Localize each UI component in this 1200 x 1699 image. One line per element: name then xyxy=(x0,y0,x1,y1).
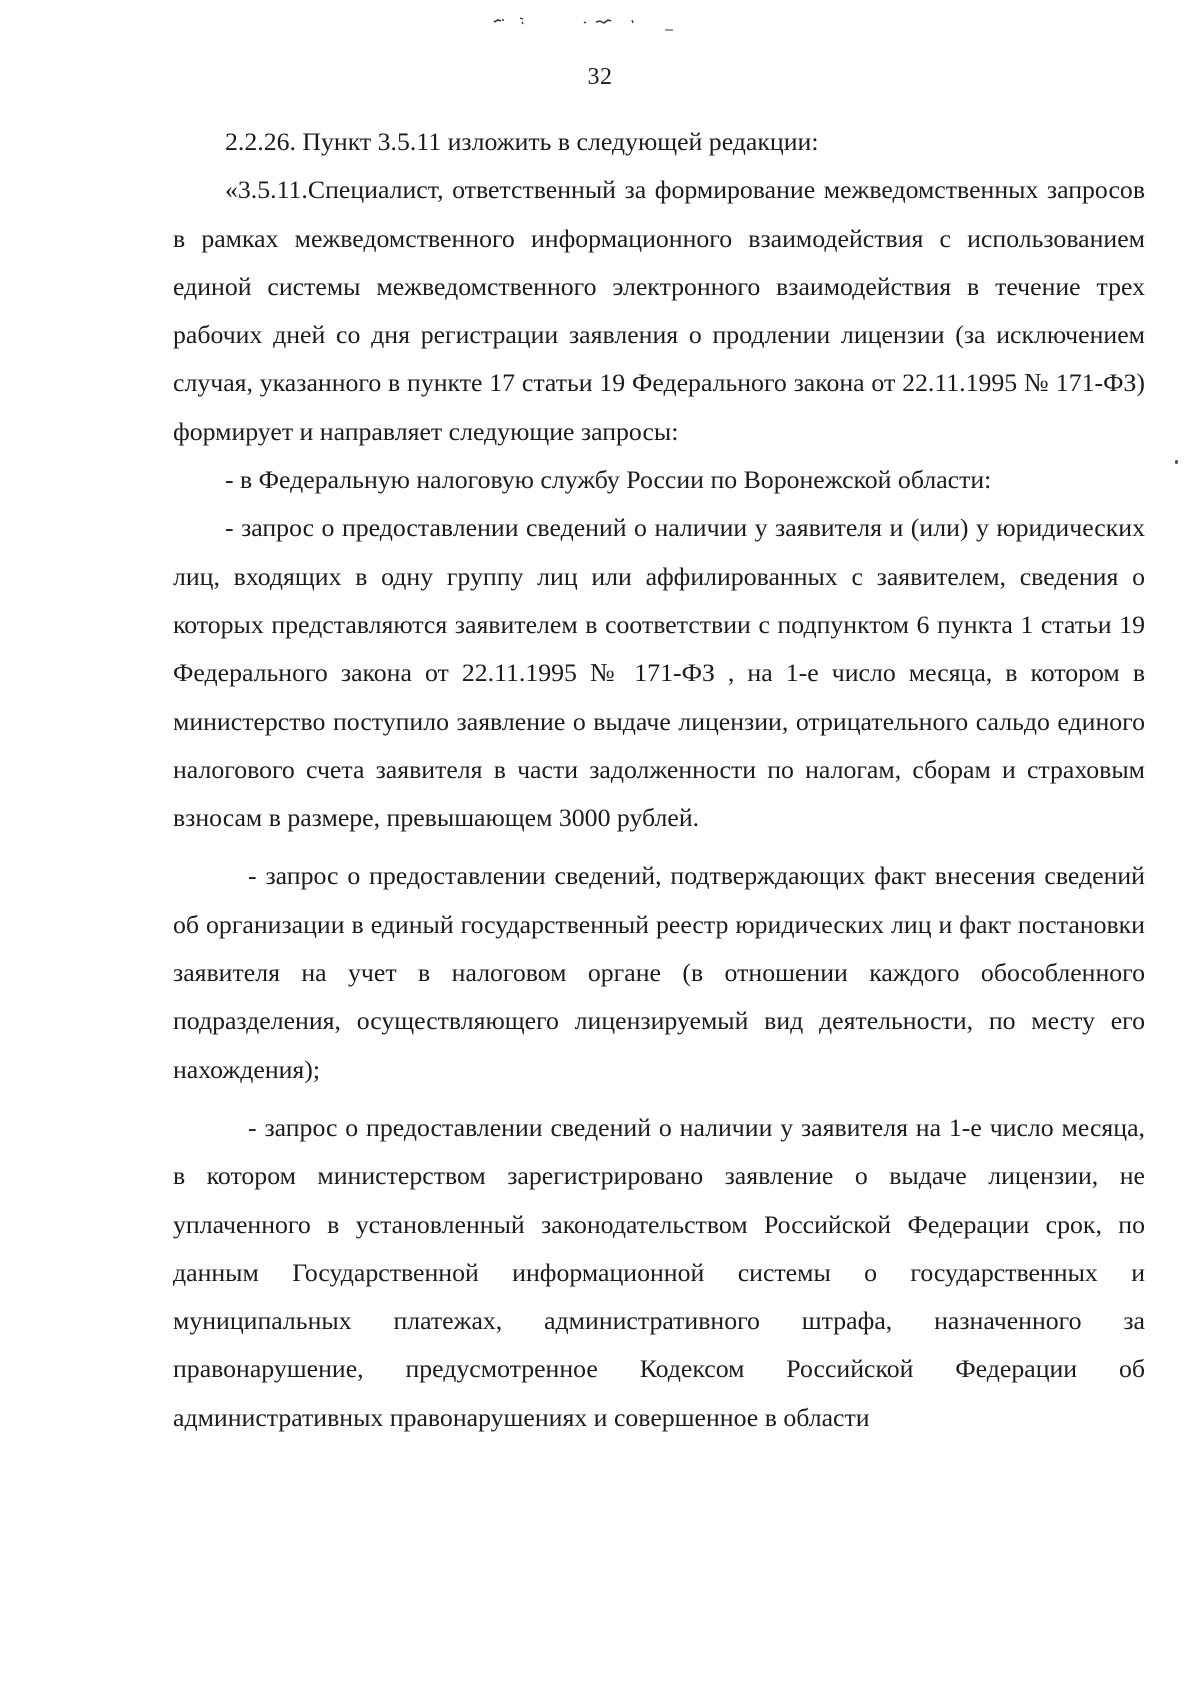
paragraph-request-negative-balance: - запрос о предоставлении сведений о наличии у заявителя и (или) у юридических лиц, входящих в одну группу лиц или аффилированных с заявителем, сведения о которых представляются заявителем в соответствии с подпунктом 6 пункта 1 статьи 19 Федерального закона от 22.11.1995 № 171-ФЗ , на 1-е число месяца, в котором в министерство поступило заявление о выдаче лицензии, отрицательного сальдо единого налогового счета заявителя в части задолженности по налогам, сборам и страховым взносам в размере, превышающем 3000 рублей. xyxy=(173,513,1145,833)
paragraph-request-fine: - запрос о предоставлении сведений о наличии у заявителя на 1-е число месяца, в котором министерством зарегистрировано заявление о выдаче лицензии, не уплаченного в установленный законодательством Российской Федерации срок, по данным Государственной информационной системы о государственных и муниципальных платежах, административного штрафа, назначенного за правонарушение, предусмотренное Кодексом Российской Федерации об административных правонарушениях и совершенное в области xyxy=(173,1112,1145,1432)
paragraph-specialist-requests: «3.5.11.Специалист, ответственный за формирование межведомственных запросов в рамках межведомственного информационного взаимодействия с использованием единой системы межведомственного электронного взаимодействия в течение трех рабочих дней со дня регистрации заявления о продлении лицензии (за исключением случая, указанного в пункте 17 статьи 19 Федерального закона от 22.11.1995 № 171-ФЗ) формирует и направляет следующие запросы: xyxy=(173,175,1145,446)
document-body xyxy=(173,118,1145,1442)
page-number: 32 xyxy=(587,64,613,90)
paragraph-tax-service: - в Федеральную налоговую службу России по Воронежской области: xyxy=(225,465,992,495)
scan-artifact-marks xyxy=(480,8,740,38)
paragraph-request-registry: - запрос о предоставлении сведений, подтверждающих факт внесения сведений об организации в единый государственный реестр юридических лиц и факт постановки заявителя на учет в налоговом органе (в отношении каждого обособленного подразделения, осуществляющего лицензируемый вид деятельности, по месту его нахождения); xyxy=(173,861,1145,1084)
scan-dot-mark xyxy=(1175,460,1178,464)
paragraph-amendment-heading: 2.2.26. Пункт 3.5.11 изложить в следующей редакции: xyxy=(225,127,819,156)
